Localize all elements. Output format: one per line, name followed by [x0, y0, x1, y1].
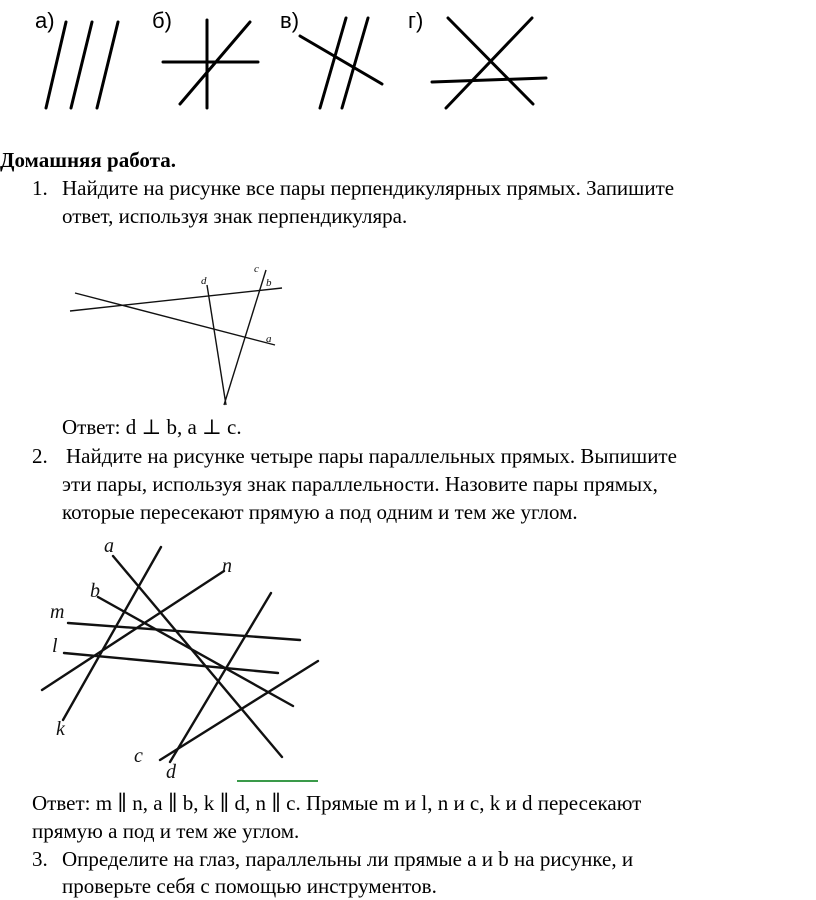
q1-label-b: b	[266, 277, 272, 289]
q1-text-line2: ответ, используя знак перпендикуляра.	[62, 204, 408, 228]
q2-text-line1: Найдите на рисунке четыре пары параллельных прямых. Выпишите	[66, 444, 677, 468]
q1-number: 1.	[32, 176, 48, 200]
q1-label-d: d	[201, 275, 207, 287]
figure-label-b: б)	[152, 8, 172, 33]
q2-label-k: k	[56, 718, 65, 740]
q2-line-k	[63, 547, 161, 720]
q3-text-line1: Определите на глаз, параллельны ли прямые a и b на рисунке, и	[62, 847, 634, 871]
q2-label-l: l	[52, 635, 58, 657]
q2-label-b: b	[90, 580, 100, 602]
q2-line-m	[68, 623, 300, 640]
figure-label-a: а)	[35, 8, 55, 33]
q2-label-d: d	[166, 761, 176, 783]
q3-text-line2: проверьте себя с помощью инструментов.	[62, 874, 437, 898]
q2-answer-line1: Ответ: m ∥ n, a ∥ b, k ∥ d, n ∥ c. Прямые m и l, n и c, k и d пересекают	[32, 791, 642, 815]
q1-label-c: c	[254, 263, 259, 275]
q2-line-n	[42, 571, 224, 690]
q1-line-c	[224, 270, 266, 405]
q2-answer-line2: прямую a под и тем же углом.	[32, 819, 300, 843]
q2-line-b	[98, 597, 293, 706]
q2-label-m: m	[50, 601, 65, 623]
q2-label-n: n	[222, 555, 232, 577]
figure-label-v: в)	[280, 8, 300, 33]
q2-line-d	[170, 593, 271, 762]
q1-label-a: a	[266, 333, 272, 345]
q2-label-a: a	[104, 535, 114, 557]
q2-text-line2: эти пары, используя знак параллельности. Назовите пары прямых,	[62, 472, 658, 496]
q1-line-d	[207, 285, 226, 405]
q2-number: 2.	[32, 444, 48, 468]
figure-label-g: г)	[408, 8, 424, 33]
homework-title: Домашняя работа.	[0, 148, 176, 172]
q1-text-line1: Найдите на рисунке все пары перпендикулярных прямых. Запишите	[62, 176, 675, 200]
q2-label-c: c	[134, 745, 143, 767]
q2-text-line3: которые пересекают прямую a под одним и тем же углом.	[62, 500, 578, 524]
q1-answer: Ответ: d ⊥ b, a ⊥ c.	[62, 415, 242, 439]
q3-number: 3.	[32, 847, 48, 871]
